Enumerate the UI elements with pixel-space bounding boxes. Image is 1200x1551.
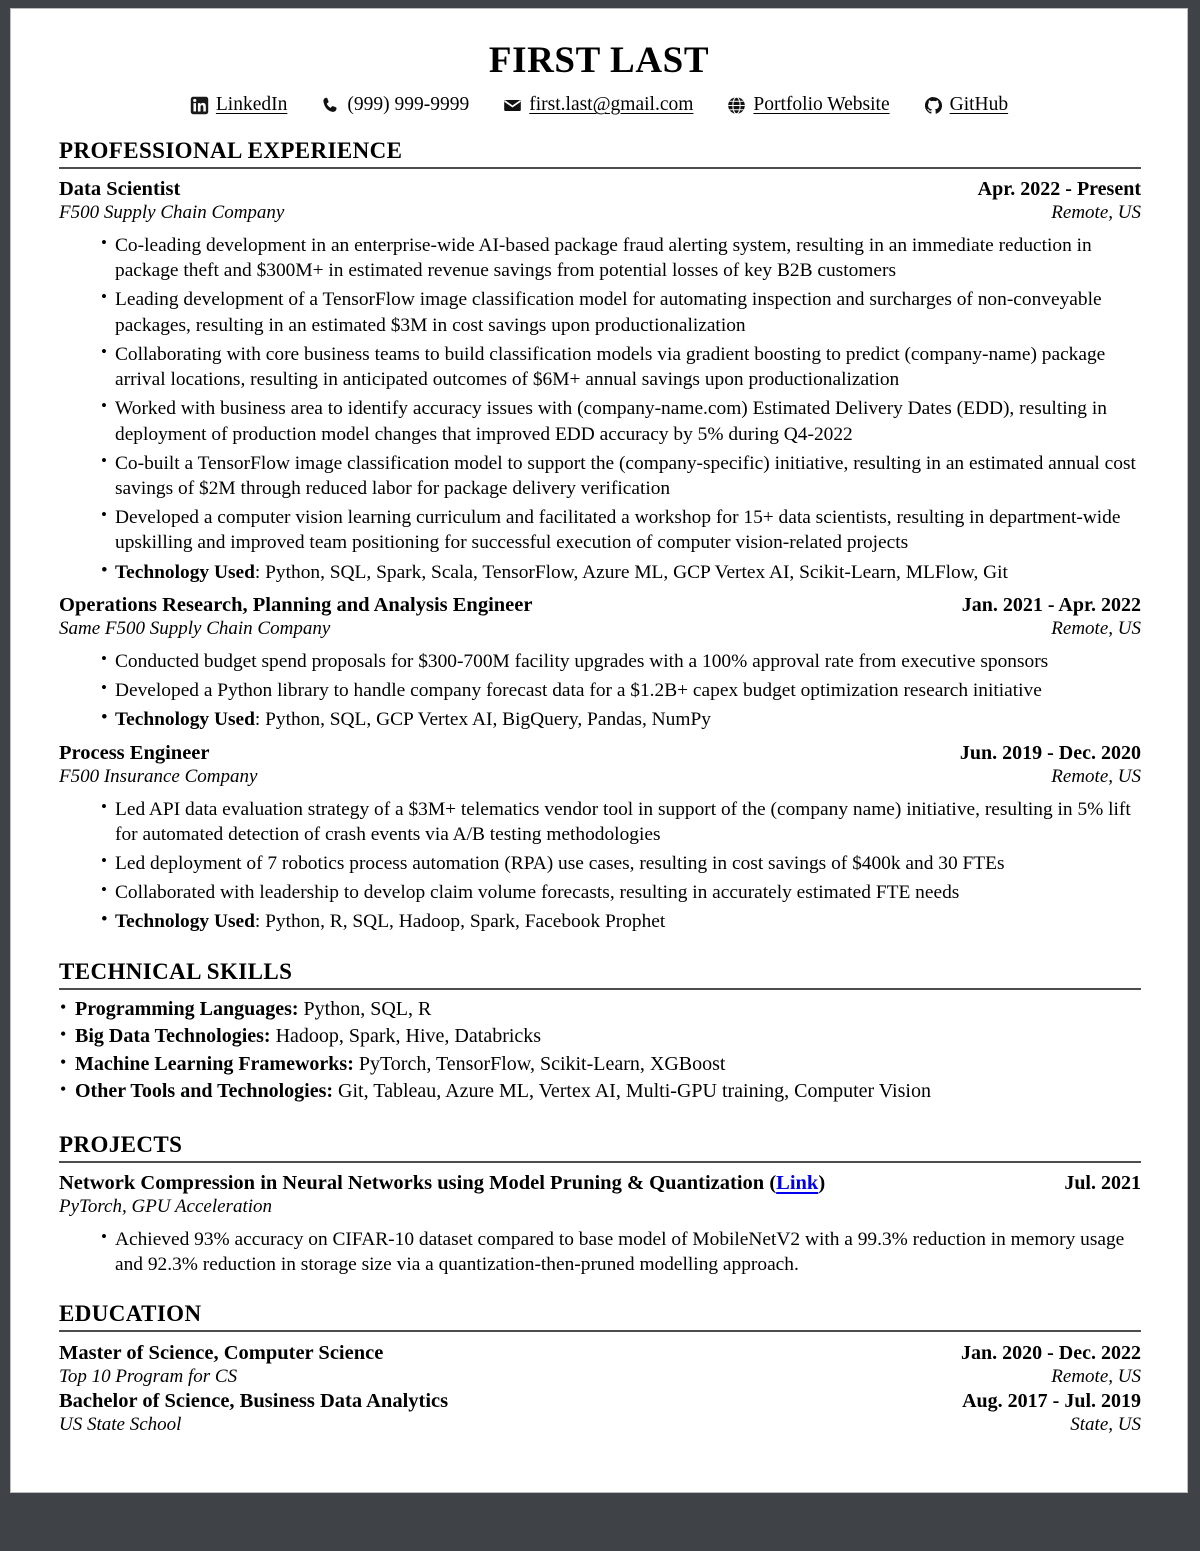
list-item: • Developed a Python library to handle company forecast data for a $1.2B+ capex budget optimization research initiative [101, 678, 1141, 703]
job-title: Operations Research, Planning and Analysis Engineer [59, 593, 533, 616]
skill-value: Python, SQL, R [298, 997, 432, 1020]
job-date: Apr. 2022 - Present [977, 178, 1141, 200]
skill-value: Git, Tableau, Azure ML, Vertex AI, Multi-GPU training, Computer Vision [333, 1080, 931, 1103]
contact-email[interactable] [503, 94, 693, 116]
contact-portfolio-label: Portfolio Website [753, 94, 890, 115]
phone-icon [321, 96, 340, 115]
education-entry [11, 1390, 1187, 1436]
section-skills [11, 959, 1187, 1106]
section-experience [11, 138, 1187, 935]
experience-bullets [11, 233, 1187, 585]
list-item [59, 1023, 1141, 1051]
contact-phone-label: (999) 999-9999 [347, 94, 470, 115]
school-name: US State School [59, 1414, 182, 1436]
list-item: • Worked with business area to identify accuracy issues with (company-name.com) Estimated Delivery Dates (EDD), resulting in deployment of production model changes that improved EDD accuracy by 5% during Q4-2022 [101, 396, 1141, 446]
job-company: F500 Supply Chain Company [59, 202, 285, 223]
github-icon [924, 96, 943, 115]
project-title-text: Network Compression in Neural Networks using Model Pruning & Quantization ( [59, 1171, 777, 1194]
skill-label: Big Data Technologies: [75, 1025, 271, 1048]
resume-content [11, 9, 1187, 1436]
technology-value: : Python, SQL, GCP Vertex AI, BigQuery, Pandas, NumPy [254, 709, 711, 731]
list-item [59, 1078, 1141, 1106]
list-item-technology [101, 707, 1141, 732]
contact-github[interactable] [924, 94, 1009, 116]
list-item [59, 996, 1141, 1024]
project-bullets [11, 1227, 1187, 1277]
list-item: • Led deployment of 7 robotics process automation (RPA) use cases, resulting in cost savings of $400k and 30 FTEs [101, 851, 1141, 876]
job-title: Data Scientist [59, 178, 181, 200]
degree-title: Bachelor of Science, Business Data Analytics [59, 1390, 449, 1413]
education-entry [11, 1342, 1187, 1388]
school-name: Top 10 Program for CS [59, 1366, 238, 1388]
technology-label: Technology Used [115, 561, 255, 583]
list-item: • Conducted budget spend proposals for $300-700M facility upgrades with a 100% approval rate from executive sponsors [101, 649, 1141, 674]
project-title-close: ) [818, 1171, 826, 1194]
list-item: • Collaborated with leadership to develop claim volume forecasts, resulting in accurately estimated FTE needs [101, 880, 1141, 905]
project-stack: PyTorch, GPU Acceleration [59, 1195, 273, 1217]
experience-entry [11, 742, 1187, 788]
job-location: Remote, US [1051, 765, 1141, 787]
section-title-skills: TECHNICAL SKILLS [59, 958, 293, 984]
skills-list [11, 996, 1187, 1106]
technology-value: : Python, R, SQL, Hadoop, Spark, Facebook Prophet [254, 911, 666, 933]
globe-icon [727, 96, 746, 115]
list-item: • Co-leading development in an enterprise-wide AI-based package fraud alerting system, resulting in an immediate reduction in package theft and $300M+ in estimated revenue savings from potential losses of key B2B customers [101, 233, 1141, 283]
list-item: • Leading development of a TensorFlow image classification model for automating inspection and surcharges of non-conveyable packages, resulting in an estimated $3M in cost savings upon productionalization [101, 287, 1141, 337]
job-company: F500 Insurance Company [59, 765, 258, 787]
job-location: Remote, US [1051, 202, 1141, 223]
school-location: Remote, US [1051, 1366, 1141, 1388]
contact-linkedin[interactable] [190, 94, 287, 116]
job-date: Jun. 2019 - Dec. 2020 [959, 741, 1141, 764]
list-item-technology [101, 909, 1141, 934]
job-title: Process Engineer [59, 741, 210, 764]
skill-label: Other Tools and Technologies: [75, 1080, 334, 1103]
experience-entry [11, 594, 1187, 640]
project-entry [11, 1172, 1187, 1218]
list-item: • Co-built a TensorFlow image classification model to support the (company-specific) initiative, resulting in an estimated annual cost savings of $2M through reduced labor for package delivery verification [101, 451, 1141, 501]
resume-page [11, 9, 1187, 1492]
skill-value: Hadoop, Spark, Hive, Databricks [270, 1025, 542, 1048]
skill-label: Machine Learning Frameworks: [75, 1052, 354, 1075]
technology-label: Technology Used [115, 709, 255, 731]
linkedin-icon [190, 96, 209, 115]
contact-email-label: first.last@gmail.com [529, 94, 694, 115]
list-item: • Achieved 93% accuracy on CIFAR-10 dataset compared to base model of MobileNetV2 with a 99.3% reduction in memory usage and 92.3% reduction in storage size via a quantization-then-pruned modelling approach. [101, 1227, 1141, 1277]
contact-github-label: GitHub [949, 94, 1009, 115]
page-title: FIRST LAST [488, 40, 710, 81]
section-title-projects: PROJECTS [59, 1131, 183, 1157]
list-item: • Developed a computer vision learning curriculum and facilitated a workshop for 15+ data scientists, resulting in department-wide upskilling and improved team positioning for successful execution of computer vision-related projects [101, 505, 1141, 555]
section-education [11, 1301, 1187, 1436]
skill-label: Programming Languages: [75, 997, 299, 1020]
section-rule [59, 1161, 1141, 1163]
section-rule [59, 988, 1141, 990]
degree-date: Aug. 2017 - Jul. 2019 [962, 1390, 1141, 1413]
list-item: • Led API data evaluation strategy of a $3M+ telematics vendor tool in support of the (company name) initiative, resulting in 5% lift for automated detection of crash events via A/B testing methodologies [101, 797, 1141, 847]
section-rule [59, 167, 1141, 169]
section-title-education: EDUCATION [59, 1301, 202, 1327]
job-location: Remote, US [1051, 617, 1141, 639]
project-link[interactable]: Link [776, 1171, 819, 1194]
degree-date: Jan. 2020 - Dec. 2022 [961, 1342, 1141, 1365]
job-date: Jan. 2021 - Apr. 2022 [961, 593, 1141, 616]
technology-value: : Python, SQL, Spark, Scala, TensorFlow, Azure ML, GCP Vertex AI, Scikit-Learn, MLFlow, Git [254, 561, 1008, 583]
skill-value: PyTorch, TensorFlow, Scikit-Learn, XGBoost [353, 1052, 726, 1075]
contact-linkedin-label: LinkedIn [215, 94, 288, 115]
section-title-experience: PROFESSIONAL EXPERIENCE [59, 138, 403, 163]
section-projects [11, 1132, 1187, 1277]
school-location: State, US [1070, 1414, 1141, 1436]
project-title [59, 1172, 825, 1195]
list-item [59, 1051, 1141, 1079]
project-date: Jul. 2021 [1064, 1171, 1141, 1194]
job-company: Same F500 Supply Chain Company [59, 617, 331, 639]
experience-entry [11, 178, 1187, 224]
contact-portfolio[interactable] [727, 94, 889, 116]
email-icon [503, 96, 522, 115]
technology-label: Technology Used [115, 911, 255, 933]
contact-row [11, 94, 1187, 116]
experience-bullets [11, 797, 1187, 935]
section-rule [59, 1330, 1141, 1332]
list-item: • Collaborating with core business teams to build classification models via gradient boosting to predict (company-name) package arrival locations, resulting in anticipated outcomes of $6M+ annual savings upon productionalization [101, 342, 1141, 392]
degree-title: Master of Science, Computer Science [59, 1342, 384, 1365]
contact-phone[interactable] [321, 94, 469, 116]
list-item-technology [101, 560, 1141, 585]
experience-bullets [11, 649, 1187, 733]
